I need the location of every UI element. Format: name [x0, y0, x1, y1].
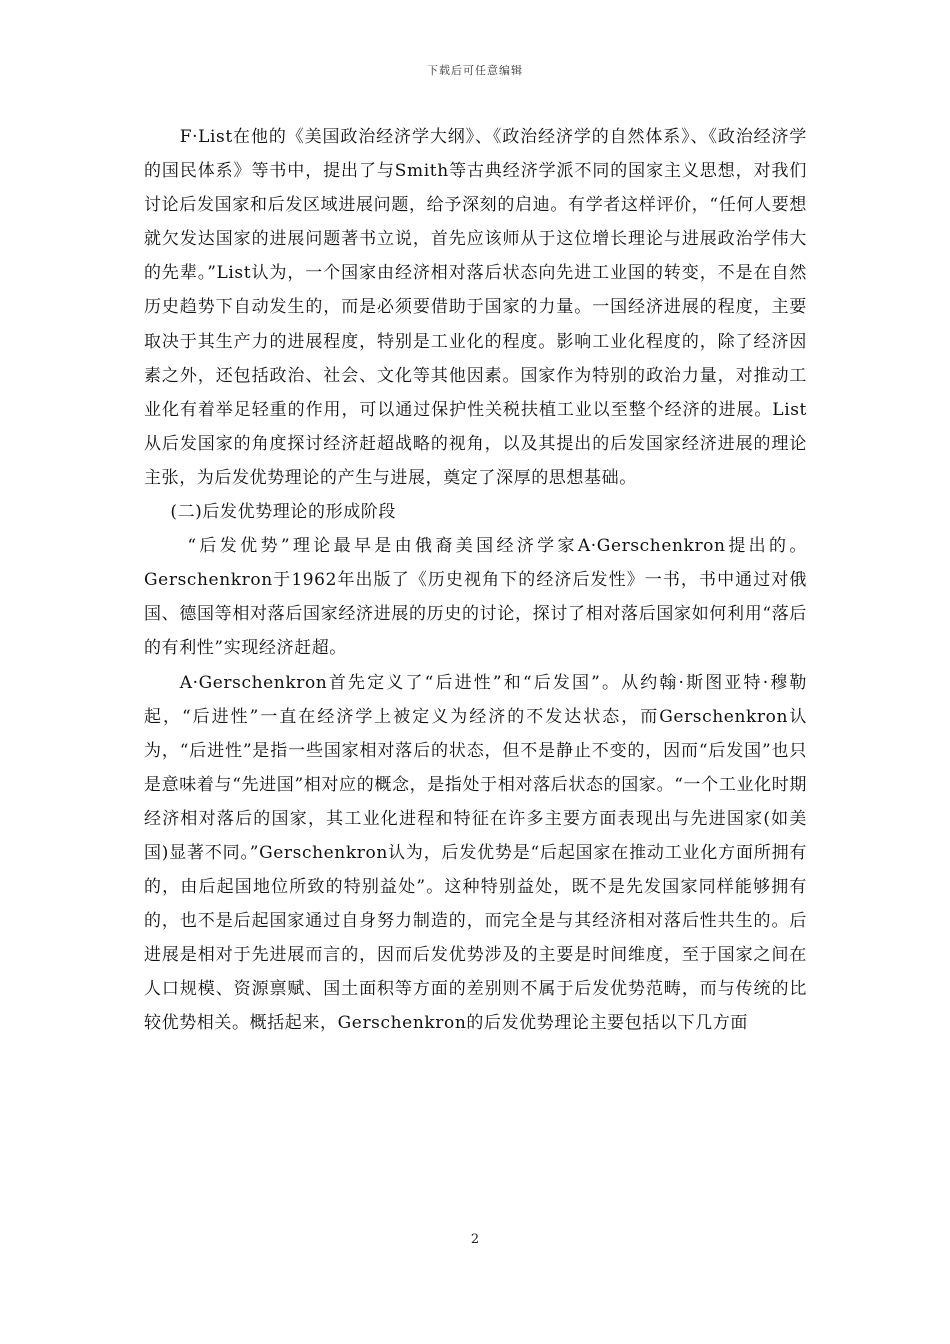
- paragraph-gerschenkron-intro: “后发优势”理论最早是由俄裔美国经济学家A·Gerschenkron提出的。Gerschenkron于1962年出版了《历史视角下的经济后发性》一书，书中通过对俄国、德国等相对落后国家经济进展的历史的讨论，探讨了相对落后国家如何利用“落后的有利性”实现经济赶超。: [144, 536, 807, 659]
- document-body: [144, 120, 807, 1041]
- page-header: 下载后可任意编辑: [427, 64, 523, 77]
- section-heading: (二)后发优势理论的形成阶段: [170, 502, 397, 523]
- paragraph-gerschenkron-definition: A·Gerschenkron首先定义了“后进性”和“后发国”。从约翰·斯图亚特·穆勒起，“后进性”一直在经济学上被定义为经济的不发达状态，而Gerschenkron认为，“后进性”是指一些国家相对落后的状态，但不是静止不变的，因而“后发国”也只是意味着与“先进国”相对应的概念，是指处于相对落后状态的国家。“一个工业化时期经济相对落后的国家，其工业化进程和特征在许多主要方面表现出与先进国家(如美国)显著不同。”Gerschenkron认为，后发优势是“后起国家在推动工业化方面所拥有的，由后起国地位所致的特别益处”。这种特别益处，既不是先发国家同样能够拥有的，也不是后起国家通过自身努力制造的，而完全是与其经济相对落后性共生的。后进展是相对于先进展而言的，因而后发优势涉及的主要是时间维度，至于国家之间在人口规模、资源禀赋、国土面积等方面的差别则不属于后发优势范畴，而与传统的比较优势相关。概括起来，Gerschenkron的后发优势理论主要包括以下几方面: [144, 672, 807, 1034]
- paragraph-list-theory: F·List在他的《美国政治经济学大纲》、《政治经济学的自然体系》、《政治经济学的国民体系》等书中，提出了与Smith等古典经济学派不同的国家主义思想，对我们讨论后发国家和后发区域进展问题，给予深刻的启迪。有学者这样评价，“任何人要想就欠发达国家的进展问题著书立说，首先应该师从于这位增长理论与进展政治学伟大的先辈。”List认为，一个国家由经济相对落后状态向先进工业国的转变，不是在自然历史趋势下自动发生的，而是必须要借助于国家的力量。一国经济进展的程度，主要取决于其生产力的进展程度，特别是工业化的程度。影响工业化程度的，除了经济因素之外，还包括政治、社会、文化等其他因素。国家作为特别的政治力量，对推动工业化有着举足轻重的作用，可以通过保护性关税扶植工业以至整个经济的进展。List从后发国家的角度探讨经济赶超战略的视角，以及其提出的后发国家经济进展的理论主张，为后发优势理论的产生与进展，奠定了深厚的思想基础。: [144, 127, 807, 488]
- page-number: 2: [470, 1232, 480, 1247]
